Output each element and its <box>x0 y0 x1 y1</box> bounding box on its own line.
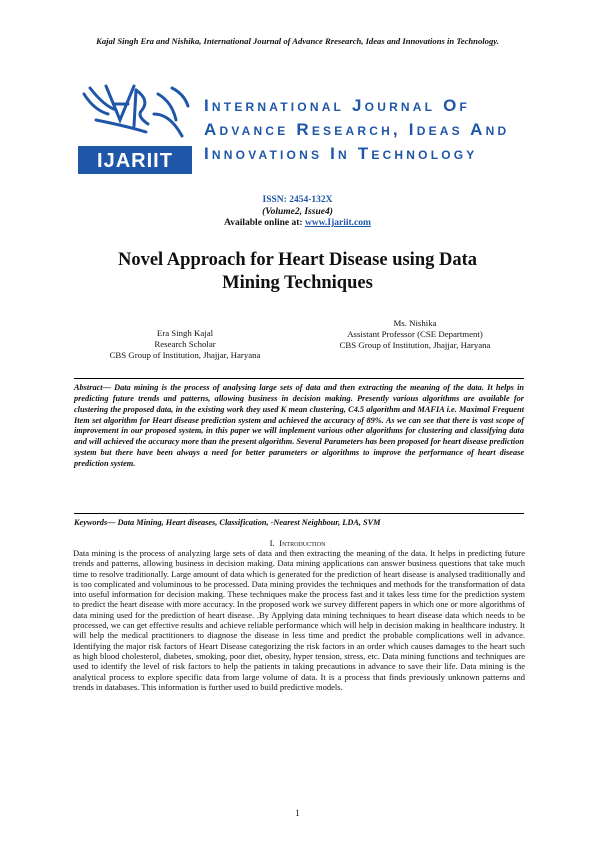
author-1-role: Research Scholar <box>154 339 216 349</box>
journal-name <box>204 94 564 166</box>
journal-logo <box>76 80 194 176</box>
section-heading <box>0 538 595 548</box>
paper-title-line2: Mining Techniques <box>222 273 373 293</box>
journal-name-line1: International Journal Of <box>204 96 471 115</box>
author-2-name: Ms. Nishika <box>393 318 437 328</box>
abstract: Abstract— Data mining is the process of analysing large sets of data and then extracting the meaning of the data. It helps in predicting future trends and patterns, allowing business in decision making. Presently various algorithms are available for clustering the proposed data, in the existing work they used K mean clustering, C4.5 algorithm and MAFIA i.e. Maximal Frequent Item set algorithm for Heart disease prediction system and achieved the accuracy of 89%. As we can see that there is vast scope of improvement in our proposed system, in this paper we will implement various other algorithms for clustering and classifying data and will achieved the accuracy more than the present algorithm. Several Parameters has been proposed for heart disease prediction system but there have been always a need for better parameters or algorithms to improve the performance of heart disease prediction system. <box>74 383 524 468</box>
keywords: Keywords— Data Mining, Heart diseases, Classification, -Nearest Neighbour, LDA, SVM <box>74 518 381 527</box>
publication-info <box>0 195 595 230</box>
available-label: Available online at: <box>224 218 305 228</box>
journal-banner <box>76 80 556 180</box>
author-2-role: Assistant Professor (CSE Department) <box>347 329 483 339</box>
divider-bottom <box>74 513 524 514</box>
journal-name-line3: Innovations In Technology <box>204 144 478 163</box>
journal-link[interactable]: www.Ijariit.com <box>304 218 371 228</box>
volume-issue: (Volume2, Issue4) <box>262 206 333 217</box>
introduction-body: Data mining is the process of analyzing large sets of data and then extracting the meaning of the data. It helps in predicting future trends and patterns, allowing business in decision making. Data mining applications can answer business questions that take much time to resolve traditionally. Large amount of data which is generated for the prediction of heart disease is analysed traditionally and is too complicated and voluminous to be processed. Data mining provides the techniques and methods for the transformation of data into useful information for decision making. These techniques make the process fast and it takes less time for the prediction system to predict the heart disease with more accuracy. In the proposed work we survey different papers in which one or more algorithms of data mining used for the prediction of heart disease. .By Applying data mining techniques to heart disease data which needs to be processed, we can get effective results and achieve reliable performance which will help in decision making in healthcare industry. It will help the medical practitioners to diagnose the disease in less time and predict the probable complications well in advance. Identifying the major risk factors of Heart Disease categorizing the risk factors in an order which causes damages to the heart such as high blood cholesterol, diabetes, smoking, poor diet, obesity, hyper tension, stress, etc. Data mining functions and techniques are used to identify the level of risk factors to help the patients in taking precautions in advance to save their life. Data mining is the analytical process to explore specific data from large volume of data. It is a process that finds previously unknown patterns and trends in databases. This information is further used to build predictive models. <box>73 548 525 692</box>
author-1 <box>70 328 300 361</box>
author-2-affiliation: CBS Group of Institution, Jhajjar, Haryana <box>339 340 491 350</box>
running-head: Kajal Singh Era and Nishika, International Journal of Advance Rresearch, Ideas and Innovations in Technology. <box>96 36 499 46</box>
divider-top <box>74 378 524 379</box>
paper-title <box>60 249 535 295</box>
availability <box>0 218 595 230</box>
page-number: 1 <box>295 808 300 818</box>
author-2 <box>300 318 530 351</box>
logo-text: IJARIIT <box>97 150 173 172</box>
issn: ISSN: 2454-132X <box>262 195 333 205</box>
author-1-name: Era Singh Kajal <box>156 328 214 338</box>
journal-name-line2: Advance Research, Ideas And <box>204 120 510 139</box>
author-1-affiliation: CBS Group of Institution, Jhajjar, Haryana <box>109 350 261 360</box>
paper-title-line1: Novel Approach for Heart Disease using Data <box>117 250 478 270</box>
section-number: I. <box>269 538 275 548</box>
section-title: Introduction <box>279 538 326 548</box>
